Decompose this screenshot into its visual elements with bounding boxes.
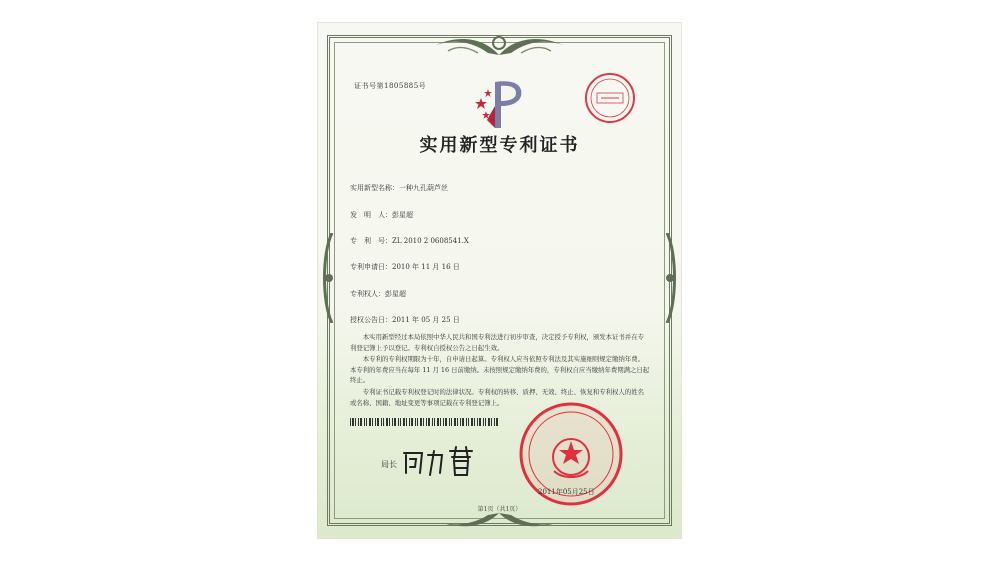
certificate-number: 证书号第1805885号 (354, 82, 427, 90)
patent-office-logo (473, 76, 529, 132)
patent-number-field: 专 利 号：ZL 2010 2 0608541.X (350, 237, 469, 245)
left-ornament (320, 233, 338, 323)
issue-date: 2011年05月25日 (538, 488, 595, 496)
certificate-seal (583, 71, 637, 125)
patentee-field: 专利权人：彭星超 (350, 290, 406, 298)
paragraph-grant: 本实用新型经过本局依照中华人民共和国专利法进行初步审查，决定授予专利权，颁发本证书并在专利登记簿上予以登记。专利权自授权公告之日起生效。 (350, 333, 644, 352)
barcode (350, 418, 500, 426)
page-number: 第1页（共1页） (477, 506, 522, 513)
certificate-sheet (318, 23, 681, 538)
director-label: 局长 (381, 460, 397, 469)
filing-date-field: 专利申请日：2010 年 11 月 16 日 (350, 263, 460, 271)
director-signature (400, 445, 480, 479)
certificate-title: 实用新型专利证书 (419, 135, 580, 156)
right-ornament (661, 233, 679, 323)
utility-model-name: 实用新型名称：一种九孔葫芦丝 (350, 184, 448, 192)
inventor-field: 发 明 人：彭星超 (350, 211, 413, 219)
grant-date-field: 授权公告日：2011 年 05 月 25 日 (350, 316, 460, 324)
paragraph-term: 本专利的专利权期限为十年，自申请日起算。专利权人应当依照专利法及其实施细则规定缴纳年费。本专利的年费应当在每年 11 月 16 日前缴纳。未按照规定缴纳年费的，专利权自应当缴纳年费期满之日起终止。 (350, 355, 650, 384)
paragraph-status: 专利证书记载专利权登记时的法律状况。专利权的转移、质押、无效、终止、恢复和专利权人的姓名或名称、国籍、地址变更等事项记载在专利登记簿上。 (350, 388, 644, 407)
top-ornament (428, 31, 571, 59)
